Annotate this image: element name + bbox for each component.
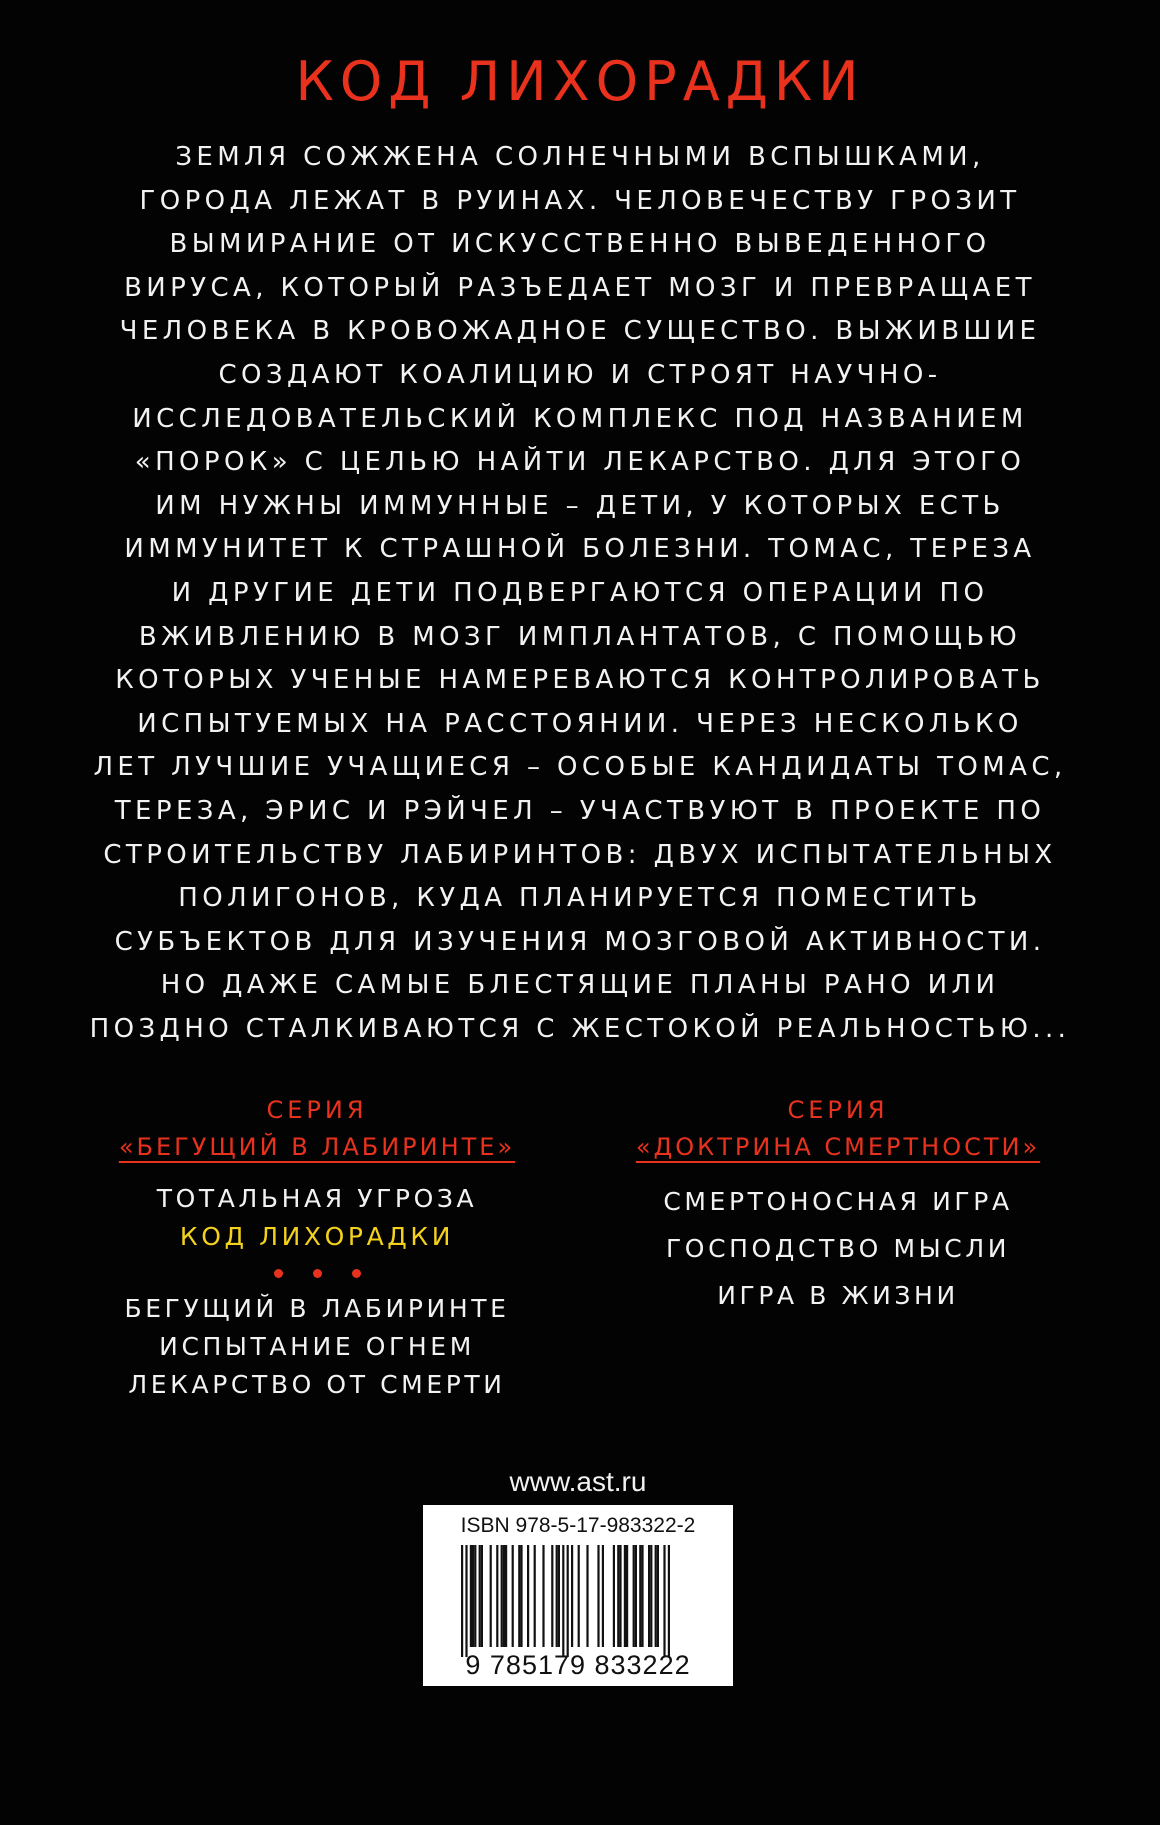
- blurb-line: КОТОРЫХ УЧЕНЫЕ НАМЕРЕВАЮТСЯ КОНТРОЛИРОВАТЬ: [115, 665, 1045, 696]
- barcode-bar: [639, 1545, 641, 1647]
- series-maze-runner: [67, 1092, 567, 1404]
- blurb-line: ИСПЫТУЕМЫХ НА РАССТОЯНИИ. ЧЕРЕЗ НЕСКОЛЬКО: [137, 708, 1023, 739]
- blurb-line: ТЕРЕЗА, ЭРИС И РЭЙЧЕЛ – УЧАСТВУЮТ В ПРОЕКТЕ ПО: [114, 795, 1046, 826]
- barcode-bar: [635, 1545, 637, 1647]
- barcode-bar: [626, 1545, 628, 1647]
- series-label: СЕРИЯ: [266, 1096, 368, 1124]
- book-item: БЕГУЩИЙ В ЛАБИРИНТЕ: [124, 1294, 510, 1323]
- dot-icon: [313, 1269, 322, 1278]
- book-item: ИСПЫТАНИЕ ОГНЕМ: [159, 1332, 475, 1361]
- book-item: СМЕРТОНОСНАЯ ИГРА: [663, 1187, 1013, 1216]
- barcode-bar: [501, 1545, 503, 1647]
- blurb-line: СУБЪЕКТОВ ДЛЯ ИЗУЧЕНИЯ МОЗГОВОЙ АКТИВНОСТИ.: [114, 926, 1046, 957]
- separator-dots: [67, 1256, 567, 1290]
- publisher-website: www.ast.ru: [509, 1466, 647, 1497]
- barcode-bar: [556, 1545, 558, 1647]
- barcode-bar: [624, 1545, 626, 1647]
- barcode-bar: [505, 1545, 507, 1647]
- book-list: [588, 1178, 1088, 1319]
- blurb-line: ИССЛЕДОВАТЕЛЬСКИЙ КОМПЛЕКС ПОД НАЗВАНИЕМ: [132, 403, 1028, 434]
- dot-icon: [274, 1269, 283, 1278]
- blurb: [60, 136, 1100, 1051]
- blurb-line: СТРОИТЕЛЬСТВУ ЛАБИРИНТОВ: ДВУХ ИСПЫТАТЕЛЬНЫХ: [103, 839, 1057, 870]
- barcode-bar: [479, 1545, 481, 1647]
- barcode-bar: [567, 1545, 569, 1657]
- blurb-line: ЧЕЛОВЕКА В КРОВОЖАДНОЕ СУЩЕСТВО. ВЫЖИВШИЕ: [119, 316, 1041, 347]
- dot-icon: [352, 1269, 361, 1278]
- barcode-bar: [562, 1545, 564, 1657]
- barcode-bar: [571, 1545, 573, 1647]
- blurb-line: СОЗДАЮТ КОАЛИЦИЮ И СТРОЯТ НАУЧНО-: [218, 359, 942, 390]
- blurb-line: ВИРУСА, КОТОРЫЙ РАЗЪЕДАЕТ МОЗГ И ПРЕВРАЩАЕТ: [124, 272, 1036, 303]
- barcode-bar: [472, 1545, 474, 1647]
- barcode-bar: [619, 1545, 621, 1647]
- series-name: «ДОКТРИНА СМЕРТНОСТИ»: [635, 1133, 1041, 1161]
- barcode-bar: [578, 1545, 580, 1647]
- barcode-bar: [655, 1545, 657, 1647]
- blurb-line: ЗЕМЛЯ СОЖЖЕНА СОЛНЕЧНЫМИ ВСПЫШКАМИ,: [175, 142, 985, 172]
- barcode-bar: [527, 1545, 529, 1647]
- current-book-item: КОД ЛИХОРАДКИ: [179, 1222, 455, 1251]
- book-list: [67, 1180, 567, 1404]
- barcode-bar: [597, 1545, 599, 1647]
- series-mortality-doctrine: [588, 1092, 1088, 1319]
- blurb-line: ПОЗДНО СТАЛКИВАЮТСЯ С ЖЕСТОКОЙ РЕАЛЬНОСТЬЮ...: [89, 1013, 1071, 1044]
- barcode-bar: [558, 1545, 560, 1647]
- barcode-bar: [481, 1545, 483, 1647]
- barcode-bar: [650, 1545, 652, 1647]
- blurb-line: ИММУНИТЕТ К СТРАШНОЙ БОЛЕЗНИ. ТОМАС, ТЕРЕЗА: [124, 534, 1036, 565]
- barcode-bar: [534, 1545, 536, 1647]
- barcode-bar: [470, 1545, 472, 1647]
- barcode-bar: [496, 1545, 498, 1647]
- barcode-bar: [617, 1545, 619, 1647]
- barcode-bar: [551, 1545, 553, 1647]
- blurb-line: ВЫМИРАНИЕ ОТ ИСКУССТВЕННО ВЫВЕДЕННОГО: [169, 229, 991, 260]
- barcode-bar: [503, 1545, 505, 1647]
- ean-digits: 9 785179 833222: [465, 1650, 691, 1680]
- barcode-bar: [465, 1545, 467, 1657]
- blurb-line: НО ДАЖЕ САМЫЕ БЛЕСТЯЩИЕ ПЛАНЫ РАНО ИЛИ: [160, 970, 1000, 1001]
- barcode-bar: [512, 1545, 514, 1647]
- series-label: СЕРИЯ: [787, 1096, 889, 1124]
- barcode-bar: [633, 1545, 635, 1647]
- barcode-bar: [490, 1545, 492, 1647]
- barcode-bar: [641, 1545, 643, 1647]
- book-item: ЛЕКАРСТВО ОТ СМЕРТИ: [128, 1370, 506, 1399]
- barcode-bar: [668, 1545, 670, 1657]
- barcode-bar: [542, 1545, 544, 1647]
- barcode-bar: [613, 1545, 615, 1647]
- barcode-bar: [474, 1545, 476, 1647]
- blurb-line: ИМ НУЖНЫ ИММУННЫЕ – ДЕТИ, У КОТОРЫХ ЕСТЬ: [155, 490, 1005, 521]
- series-name: «БЕГУЩИЙ В ЛАБИРИНТЕ»: [118, 1133, 516, 1161]
- barcode-bar: [520, 1545, 522, 1647]
- barcode-bar: [648, 1545, 650, 1647]
- blurb-line: ВЖИВЛЕНИЮ В МОЗГ ИМПЛАНТАТОВ, С ПОМОЩЬЮ: [138, 621, 1022, 652]
- blurb-line: ЛЕТ ЛУЧШИЕ УЧАЩИЕСЯ – ОСОБЫЕ КАНДИДАТЫ ТОМАС,: [93, 752, 1067, 783]
- barcode-bar: [663, 1545, 665, 1657]
- isbn-text: ISBN 978-5-17-983322-2: [460, 1514, 696, 1537]
- blurb-line: ПОЛИГОНОВ, КУДА ПЛАНИРУЕТСЯ ПОМЕСТИТЬ: [178, 883, 982, 914]
- barcode: [423, 1505, 733, 1686]
- barcode-bar: [586, 1545, 588, 1647]
- blurb-line: ГОРОДА ЛЕЖАТ В РУИНАХ. ЧЕЛОВЕЧЕСТВУ ГРОЗИТ: [139, 185, 1021, 216]
- book-item: ТОТАЛЬНАЯ УГРОЗА: [156, 1184, 478, 1213]
- barcode-bar: [518, 1545, 520, 1647]
- barcode-bar: [657, 1545, 659, 1647]
- blurb-line: «ПОРОК» С ЦЕЛЬЮ НАЙТИ ЛЕКАРСТВО. ДЛЯ ЭТОГО: [134, 447, 1026, 478]
- barcode-bar: [461, 1545, 463, 1657]
- book-item: ГОСПОДСТВО МЫСЛИ: [665, 1234, 1011, 1263]
- blurb-line: И ДРУГИЕ ДЕТИ ПОДВЕРГАЮТСЯ ОПЕРАЦИИ ПО: [171, 577, 989, 608]
- book-title: КОД ЛИХОРАДКИ: [295, 50, 865, 113]
- book-item: ИГРА В ЖИЗНИ: [717, 1281, 959, 1310]
- barcode-bar: [602, 1545, 604, 1647]
